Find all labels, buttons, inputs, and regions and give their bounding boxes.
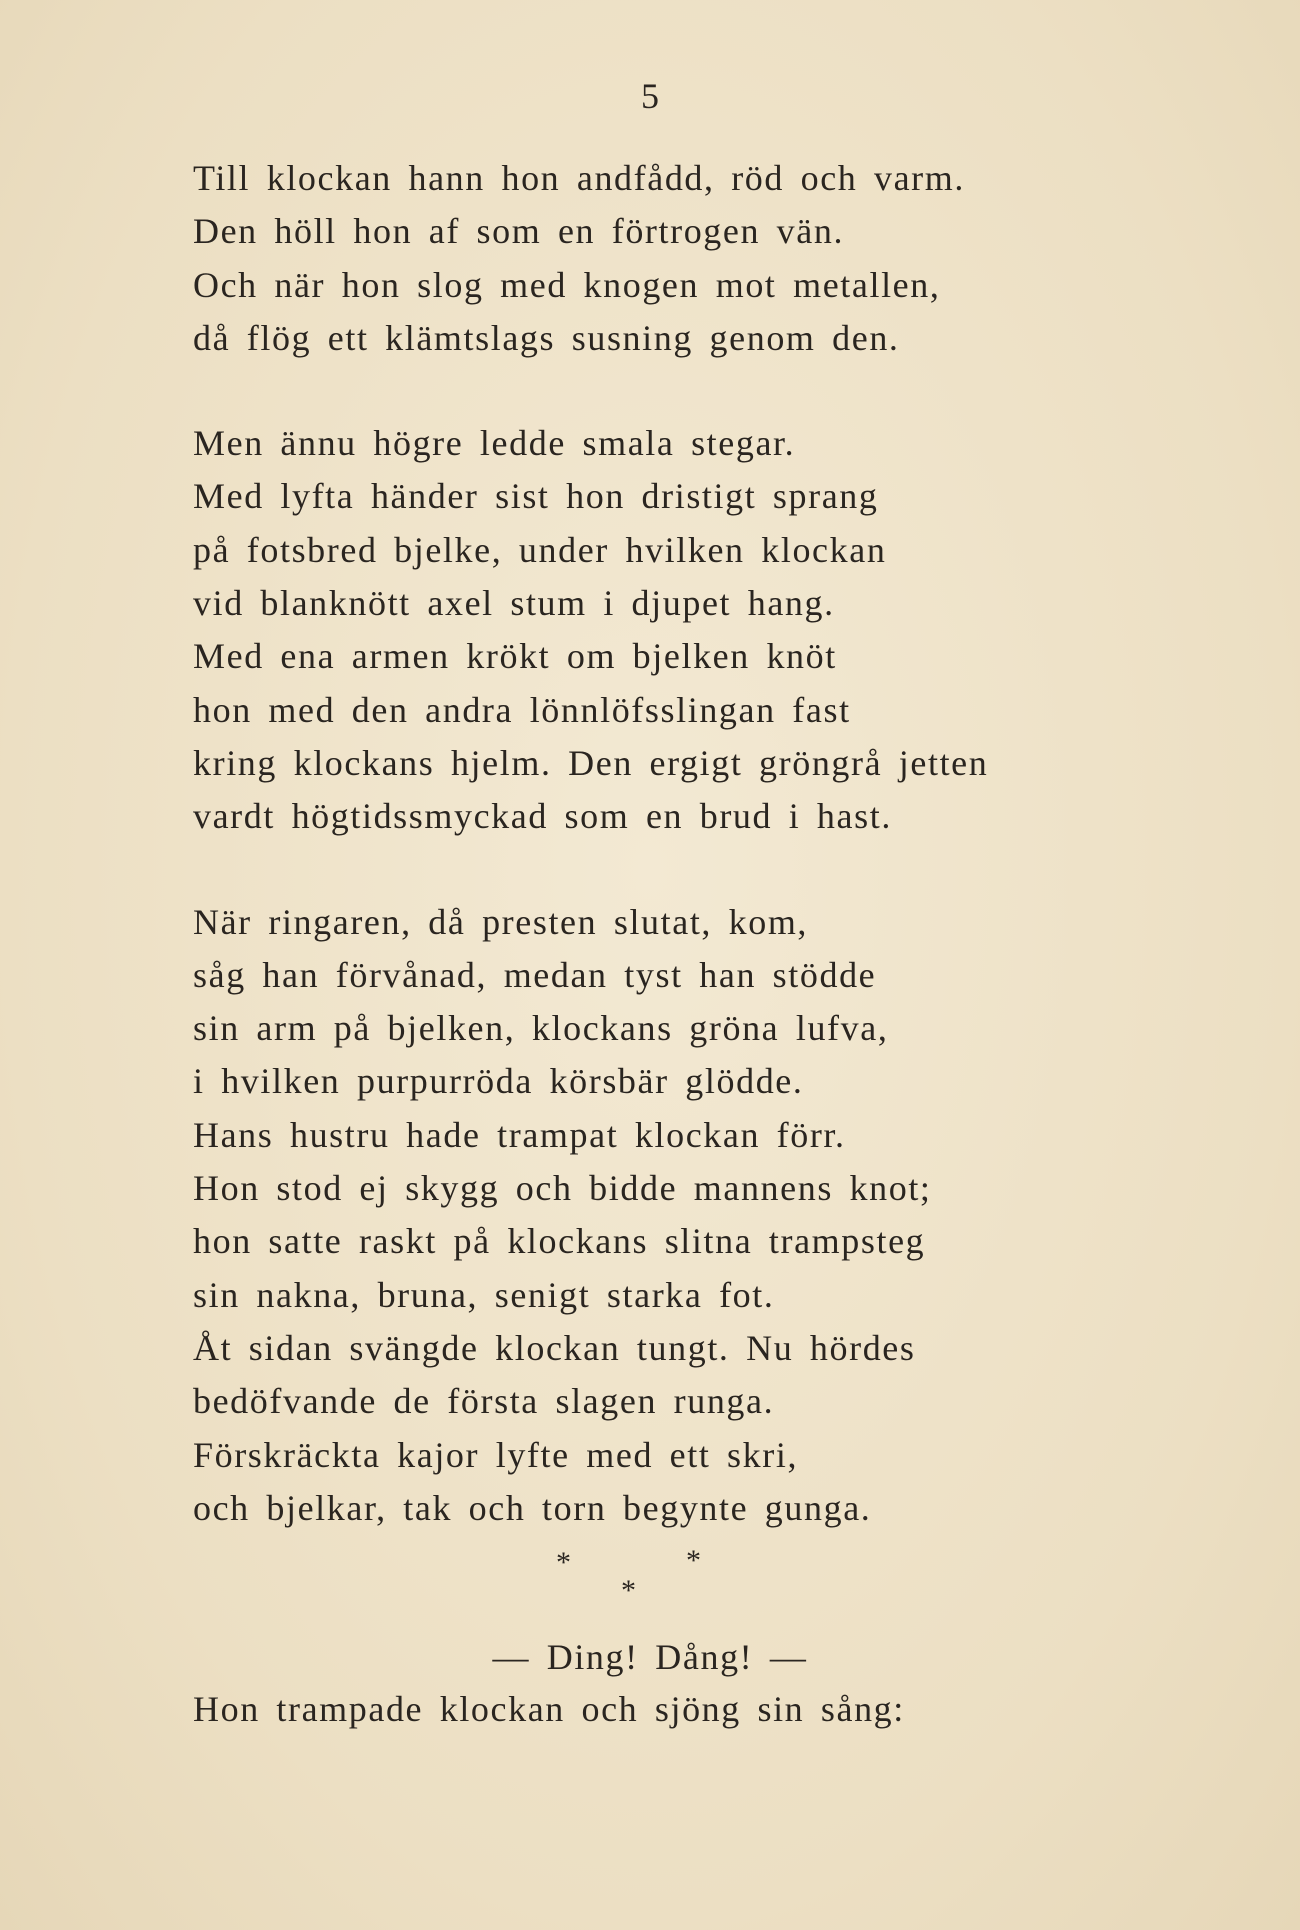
poem-line: hon satte raskt på klockans slitna trampsteg	[193, 1221, 926, 1262]
stanza-gap	[193, 844, 1193, 896]
asterisk-icon: *	[556, 1546, 571, 1579]
poem-line: sin nakna, bruna, senigt starka fot.	[193, 1274, 775, 1315]
page-number: 5	[641, 76, 659, 116]
poem-line: vid blanknött axel stum i djupet hang.	[193, 583, 835, 624]
poem-line: Den höll hon af som en förtrogen vän.	[193, 211, 845, 252]
stanza-gap	[193, 365, 1193, 417]
poem-line: sin arm på bjelken, klockans gröna lufva,	[193, 1008, 889, 1049]
ding-dang-exclamation: — Ding! Dång! —	[492, 1637, 808, 1677]
poem-line: såg han förvånad, medan tyst han stödde	[193, 954, 877, 995]
poem-line: Hans hustru hade trampat klockan förr.	[193, 1114, 846, 1155]
poem-line: på fotsbred bjelke, under hvilken klockan	[193, 529, 887, 570]
poem-line: Och när hon slog med knogen mot metallen,	[193, 264, 941, 305]
poem-line: då flög ett klämtslags susning genom den.	[193, 317, 900, 358]
final-line: Hon trampade klockan och sjöng sin sång:	[193, 1689, 905, 1729]
poem-line: kring klockans hjelm. Den ergigt gröngrå jetten	[193, 742, 989, 783]
poem-line: vardt högtidssmyckad som en brud i hast.	[193, 796, 892, 837]
asterisk-icon: *	[621, 1574, 636, 1607]
poem-body	[193, 152, 1193, 1535]
poem-line: Men ännu högre ledde smala stegar.	[193, 423, 796, 464]
asterisk-icon: *	[686, 1544, 701, 1577]
stanza-2	[193, 417, 1193, 843]
poem-line: bedöfvande de första slagen runga.	[193, 1381, 775, 1422]
poem-line: i hvilken purpurröda körsbär glödde.	[193, 1061, 804, 1102]
stanza-3	[193, 896, 1193, 1536]
poem-line: Med ena armen krökt om bjelken knöt	[193, 636, 837, 677]
section-break-asterism	[556, 1544, 706, 1618]
poem-line: Förskräckta kajor lyfte med ett skri,	[193, 1434, 799, 1475]
stanza-1	[193, 152, 1193, 365]
poem-line: När ringaren, då presten slutat, kom,	[193, 901, 809, 942]
poem-line: och bjelkar, tak och torn begynte gunga.	[193, 1487, 872, 1528]
poem-line: hon med den andra lönnlöfsslingan fast	[193, 689, 851, 730]
poem-line: Åt sidan svängde klockan tungt. Nu hördes	[193, 1327, 916, 1368]
poem-line: Med lyfta händer sist hon dristigt sprang	[193, 476, 879, 517]
poem-line: Till klockan hann hon andfådd, röd och varm.	[193, 158, 965, 198]
poem-line: Hon stod ej skygg och bidde mannens knot;	[193, 1168, 932, 1209]
